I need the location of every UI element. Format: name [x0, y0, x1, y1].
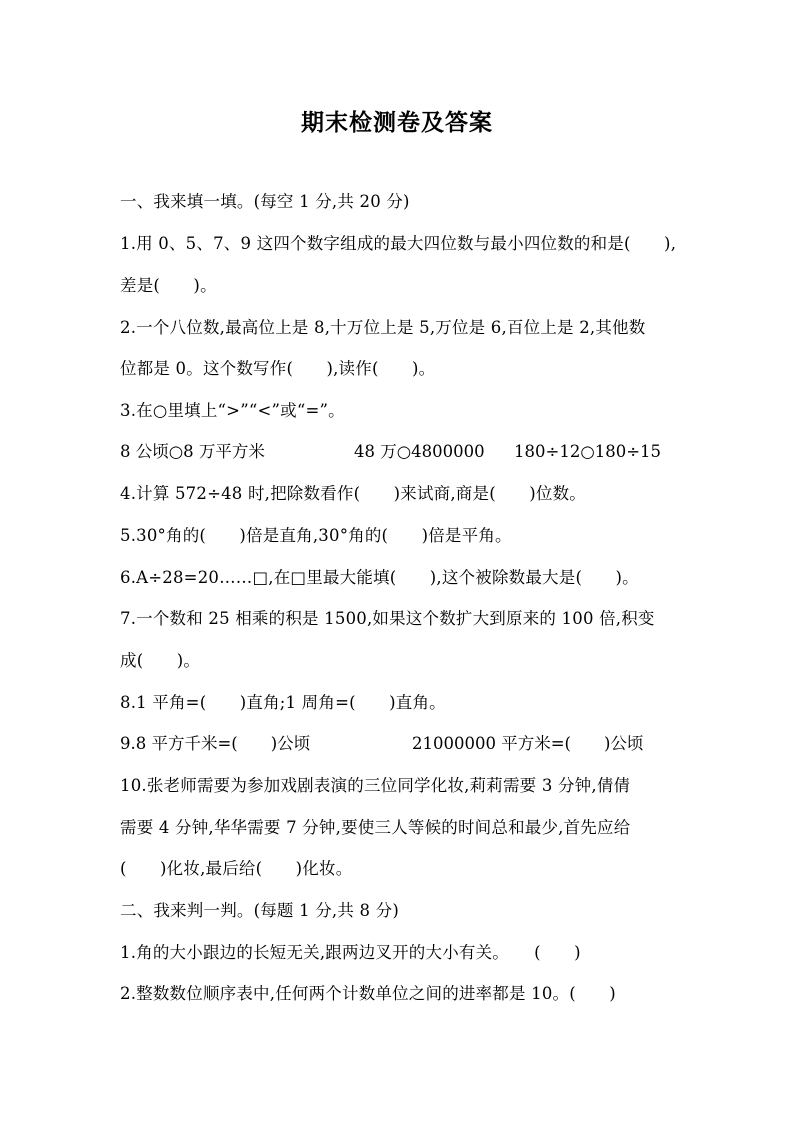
question-7-line-2: 成( )。 [120, 651, 201, 670]
judge-question-1: 1.角的大小跟边的长短无关,跟两边叉开的大小有关。 ( ) [120, 943, 581, 962]
question-7-line-1: 7.一个数和 25 相乘的积是 1500,如果这个数扩大到原来的 100 倍,积变 [120, 609, 655, 628]
question-1-line-1: 1.用 0、5、7、9 这四个数字组成的最大四位数与最小四位数的和是( ), [120, 234, 677, 253]
question-3-line: 3.在○里填上“>”“<”或“=”。 [120, 401, 345, 420]
question-10-line-2: 需要 4 分钟,华华需要 7 分钟,要使三人等候的时间总和最少,首先应给 [120, 818, 631, 837]
question-10-line-3: ( )化妆,最后给( )化妆。 [120, 859, 353, 878]
question-1-line-2: 差是( )。 [120, 276, 217, 295]
question-5-line: 5.30°角的( )倍是直角,30°角的( )倍是平角。 [120, 526, 512, 545]
question-6-line: 6.A÷28=20……□,在□里最大能填( ),这个被除数最大是( )。 [120, 568, 639, 587]
judge-question-2: 2.整数数位顺序表中,任何两个计数单位之间的进率都是 10。( ) [120, 984, 616, 1003]
question-4-line: 4.计算 572÷48 时,把除数看作( )来试商,商是( )位数。 [120, 484, 586, 503]
section-2-heading: 二、我来判一判。(每题 1 分,共 8 分) [120, 901, 399, 920]
question-8-line: 8.1 平角=( )直角;1 周角=( )直角。 [120, 693, 446, 712]
compare-item-3: 180÷12○180÷15 [514, 442, 662, 461]
question-9-part-1: 9.8 平方千米=( )公顷 [120, 734, 311, 753]
question-2-line-1: 2.一个八位数,最高位上是 8,十万位上是 5,万位是 6,百位上是 2,其他数 [120, 318, 646, 337]
page-title: 期末检测卷及答案 [301, 110, 493, 136]
compare-item-1: 8 公顷○8 万平方米 [120, 442, 265, 461]
question-2-line-2: 位都是 0。这个数写作( ),读作( )。 [120, 359, 436, 378]
question-9-part-2: 21000000 平方米=( )公顷 [412, 734, 644, 753]
section-1-heading: 一、我来填一填。(每空 1 分,共 20 分) [120, 192, 410, 211]
question-10-line-1: 10.张老师需要为参加戏剧表演的三位同学化妆,莉莉需要 3 分钟,倩倩 [120, 776, 631, 795]
compare-item-2: 48 万○4800000 [354, 442, 485, 461]
